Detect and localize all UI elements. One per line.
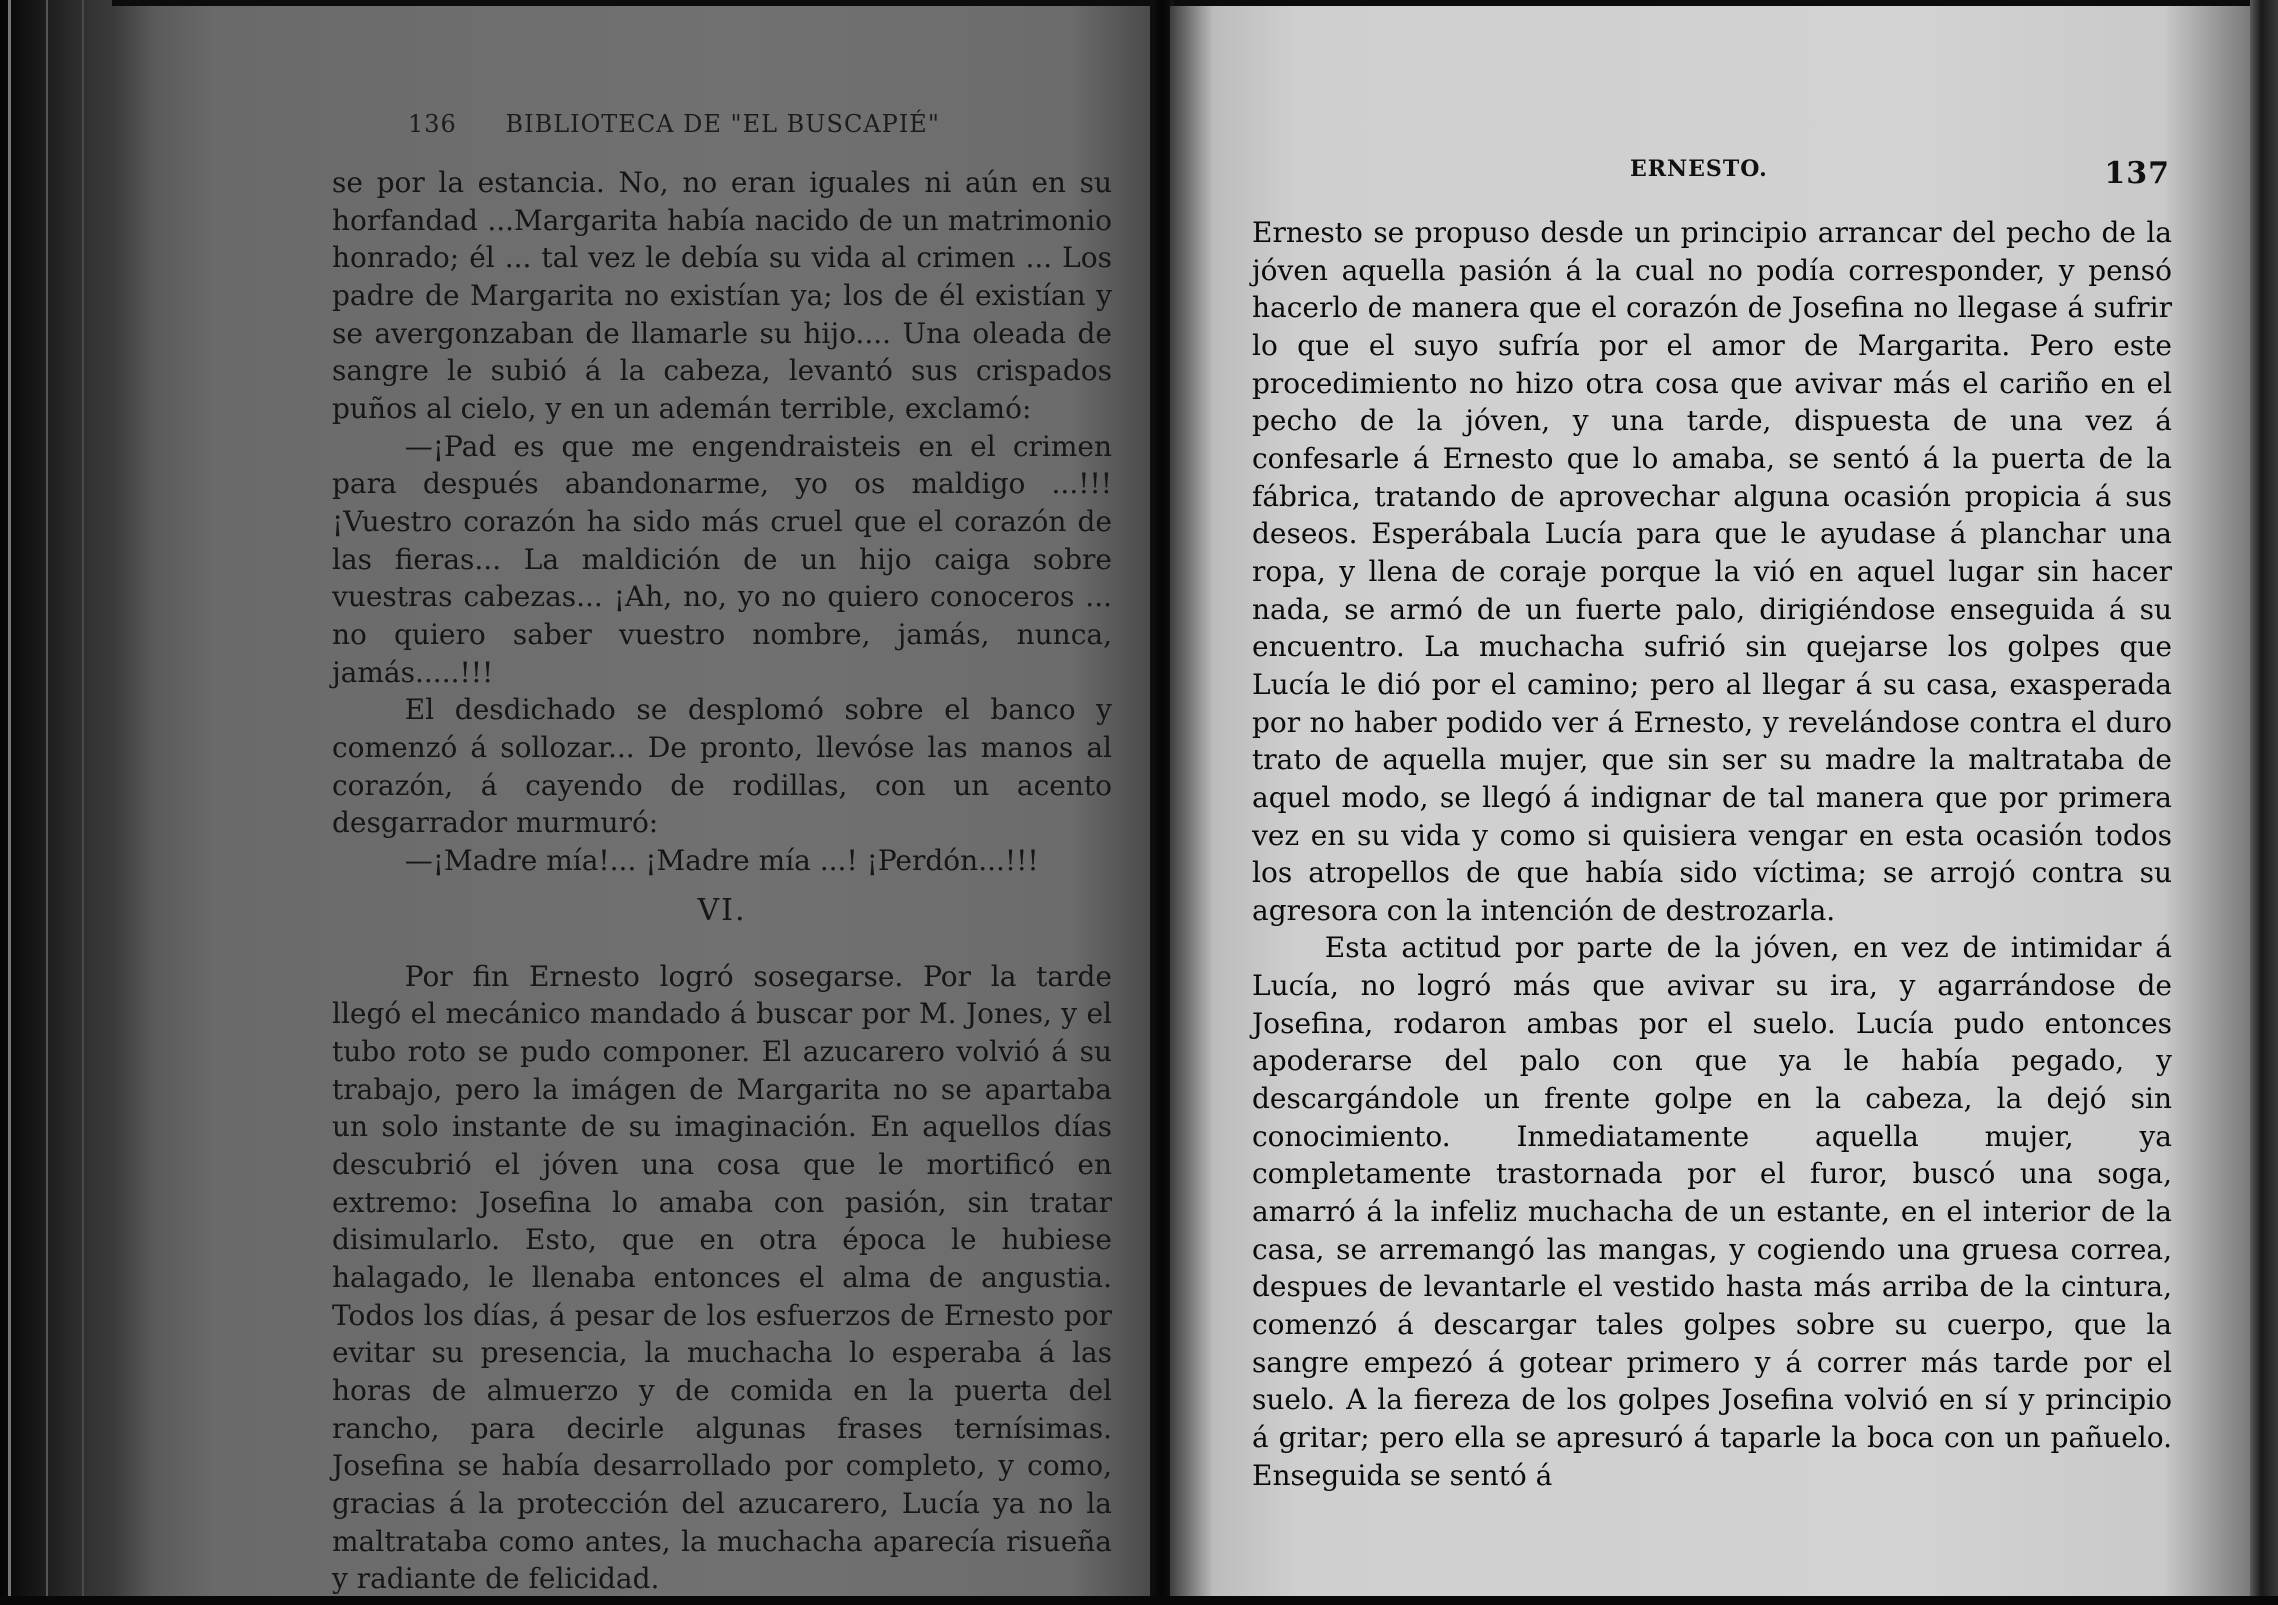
left-page <box>112 6 1152 1598</box>
paragraph: Esta actitud por parte de la jóven, en vez de intimidar á Lucía, no logró más que avivar su ira, y agarrándose de Josefina, rodaron ambas por el suelo. Lucía pudo entonces apoderarse del palo con que ya le había pegado, y descargándole un frente golpe en la cabeza, la dejó sin conocimiento. Inmediatamente aquella mujer, ya completamente trastornada por el furor, buscó una soga, amarró á la infeliz muchacha de un estante, en el interior de la casa, se arremangó las mangas, y cogiendo una gruesa correa, despues de levantarle el vestido hasta más arriba de la cintura, comenzó á descargar tales golpes sobre su cuerpo, que la sangre empezó á gotear primero y á correr más tarde por el suelo. A la fiereza de los golpes Josefina volvió en sí y principio á gritar; pero ella se apresuró á taparle la boca con un pañuelo. Enseguida se sentó á <box>1252 931 2172 1492</box>
paragraph: se por la estancia. No, no eran iguales ni aún en su horfandad ...Margarita había nacido de un matrimonio honrado; él ... tal vez le debía su vida al crimen ... Los padre de Margarita no existían ya; los de él existían y se avergonzaban de llamarle su hijo.... Una oleada de sangre le subió á la cabeza, levantó sus crispados puños al cielo, y en un ademán terrible, exclamó: <box>332 166 1112 425</box>
chapter-heading: VI. <box>697 893 747 929</box>
left-page-header <box>408 110 1008 138</box>
right-page-number: 137 <box>2104 156 2170 191</box>
paragraph: Ernesto se propuso desde un principio arrancar del pecho de la jóven aquella pasión á la cual no podía corresponder, y pensó hacerlo de manera que el corazón de Josefina no llegase á sufrir lo que el suyo sufría por el amor de Margarita. Pero este procedimiento no hizo otra cosa que avivar más el cariño en el pecho de la jóven, y una tarde, dispuesta de una vez á confesarle á Ernesto que lo amaba, se sentó á la puerta de la fábrica, tratando de aprovechar alguna ocasión propicia á sus deseos. Esperábala Lucía para que le ayudase á planchar una ropa, y llena de coraje porque la vió en aquel lugar sin hacer nada, se armó de un fuerte palo, dirigiéndose enseguida á su encuentro. La muchacha sufrió sin quejarse los golpes que Lucía le dió por el camino; pero al llegar á su casa, exasperada por no haber podido ver á Ernesto, y revelándose contra el duro trato de aquella mujer, que sin ser su madre la maltrataba de aquel modo, se llegó á indignar de tal manera que por primera vez en su vida y como si quisiera vengar en esta ocasión todos los atropellos de que había sido víctima; se arrojó contra su agresora con la intención de destrozarla. <box>1252 216 2172 927</box>
paragraph: Por fin Ernesto logró sosegarse. Por la tarde llegó el mecánico mandado á buscar por M. Jones, y el tubo roto se pudo componer. El azucarero volvió á su trabajo, pero la imágen de Margarita no se apartaba un solo instante de su imaginación. En aquellos días descubrió el jóven una cosa que le mortificó en extremo: Josefina lo amaba con pasión, sin tratar disimularlo. Esto, que en otra época le hubiese halagado, le llenaba entonces el alma de angustia. Todos los días, á pesar de los esfuerzos de Ernesto por evitar su presencia, la muchacha lo esperaba á las horas de almuerzo y de comida en la puerta del rancho, para decirle algunas frases ternísimas. Josefina se había desarrollado por completo, y como, gracias á la protección del azucarero, Lucía ya no la maltrataba como antes, la muchacha aparecía risueña y radiante de felicidad. <box>332 959 1112 1596</box>
scan-bottom-edge <box>0 1596 2278 1605</box>
paragraph: El desdichado se desplomó sobre el banco y comenzó á sollozar... De pronto, llevóse las manos al corazón, á cayendo de rodillas, con un acento desgarrador murmuró: <box>332 693 1112 840</box>
left-page-number: 136 <box>408 110 457 138</box>
right-page <box>1170 6 2250 1598</box>
left-page-text <box>332 164 1112 1598</box>
left-running-head: BIBLIOTECA DE "EL BUSCAPIÉ" <box>505 110 940 138</box>
paragraph: —¡Pad es que me engendraisteis en el crimen para después abandonarme, yo os maldigo ...!!! ¡Vuestro corazón ha sido más cruel que el corazón de las fieras... La maldición de un hijo caiga sobre vuestras cabezas... ¡Ah, no, yo no quiero conoceros ... no quiero saber vuestro nombre, jamás, nunca, jamás.....!!! <box>332 429 1112 689</box>
book-edge-left <box>0 0 112 1605</box>
right-page-text <box>1252 214 2172 1494</box>
book-edge-right <box>2250 0 2278 1605</box>
right-running-head: ERNESTO. <box>1630 156 1768 182</box>
paragraph: —¡Madre mía!... ¡Madre mía ...! ¡Perdón...!!! <box>404 843 1039 877</box>
